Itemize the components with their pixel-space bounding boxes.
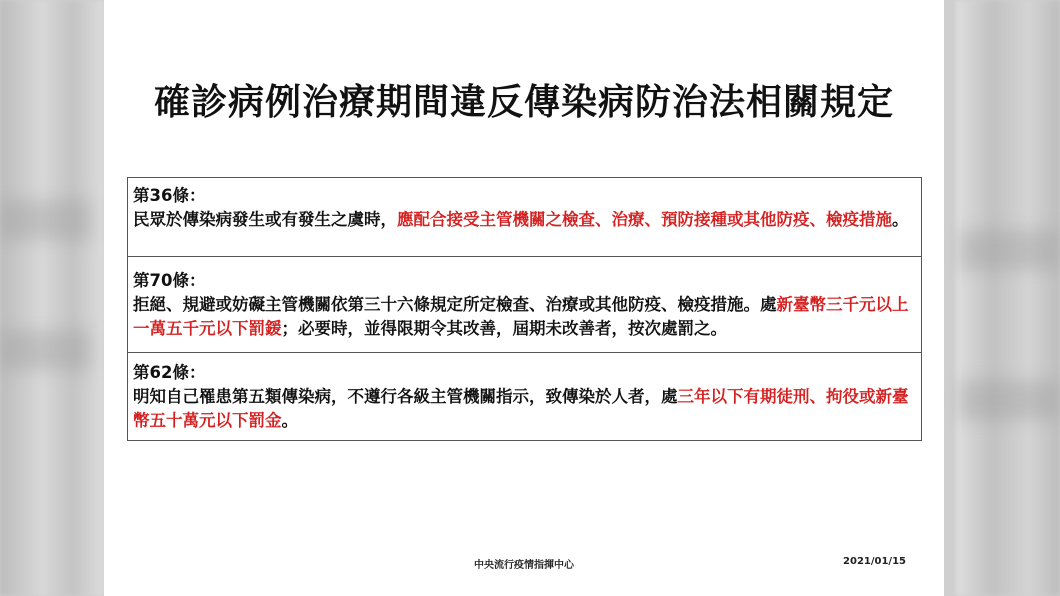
footer-organization: 中央流行疫情指揮中心 bbox=[474, 560, 574, 571]
rule-row-36 bbox=[128, 178, 921, 257]
rule-highlight-text: 新臺幣三千元以上一萬五千元以下罰鍰 bbox=[133, 295, 909, 338]
rule-heading: 第70條： bbox=[133, 271, 206, 290]
rule-text-end: ；必要時，並得限期令其改善，屆期未改善者，按次處罰之。 bbox=[281, 319, 727, 338]
rule-heading: 第62條： bbox=[133, 363, 206, 382]
background-blur-band bbox=[0, 200, 90, 240]
footer-date: 2021/01/15 bbox=[843, 556, 906, 567]
background-blur-band bbox=[960, 380, 1060, 420]
blurred-background-right bbox=[956, 0, 1060, 596]
background-blur-band bbox=[0, 330, 90, 370]
rule-highlight-text: 三年以下有期徒刑、拘役或新臺幣五十萬元以下罰金 bbox=[133, 387, 909, 430]
rule-row-70 bbox=[128, 257, 921, 353]
rule-highlight-text: 應配合接受主管機關之檢查、治療、預防接種或其他防疫、檢疫措施 bbox=[397, 210, 892, 229]
rule-heading: 第36條： bbox=[133, 186, 206, 205]
slide-title: 確診病例治療期間違反傳染病防治法相關規定 bbox=[153, 82, 894, 123]
slide bbox=[104, 0, 944, 596]
rule-row-62 bbox=[128, 353, 921, 441]
rule-text: 拒絕、規避或妨礙主管機關依第三十六條規定所定檢查、治療或其他防疫、檢疫措施。處 bbox=[133, 295, 777, 314]
rules-table bbox=[127, 177, 922, 441]
blurred-background-left bbox=[0, 0, 104, 596]
background-blur-band bbox=[960, 230, 1060, 270]
rule-text: 民眾於傳染病發生或有發生之虞時， bbox=[133, 210, 397, 229]
rule-text-end: 。 bbox=[281, 411, 298, 430]
rule-text: 明知自己罹患第五類傳染病，不遵行各級主管機關指示，致傳染於人者，處 bbox=[133, 387, 678, 406]
rule-text-end: 。 bbox=[892, 210, 909, 229]
